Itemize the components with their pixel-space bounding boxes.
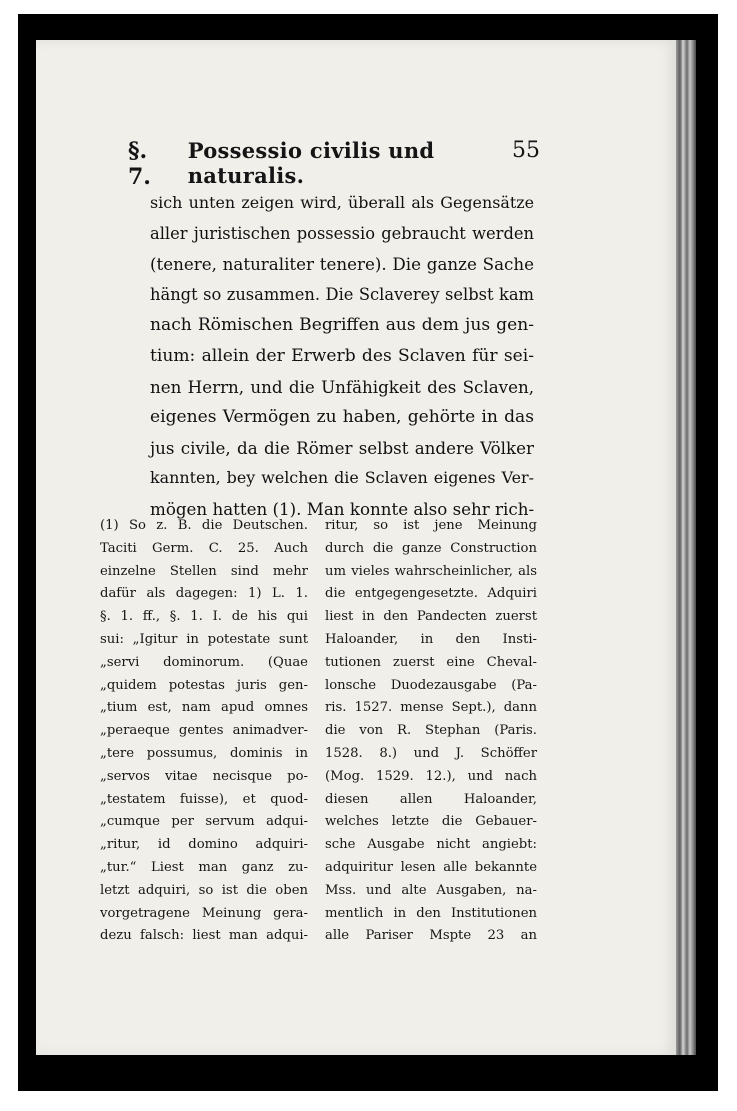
footnote-line: „testatem fuisse), et quod-: [100, 791, 308, 807]
footnote-line: sui: „Igitur in potestate sunt: [100, 631, 308, 647]
footnote-line: welches letzte die Gebauer-: [325, 814, 537, 830]
footnote-line: diesen allen Haloander,: [325, 791, 537, 807]
footnote-line: „servos vitae necisque po-: [100, 768, 308, 784]
footnote-line: um vieles wahrscheinlicher, als: [325, 563, 537, 579]
footnote-column-right: [325, 515, 537, 948]
running-title: Possessio civilis und naturalis.: [187, 138, 435, 188]
text-line: eigenes Vermögen zu haben, gehörte in das: [150, 407, 534, 428]
section-number: §. 7.: [128, 138, 151, 190]
footnote-line: letzt adquiri, so ist die oben: [100, 882, 308, 898]
footnote-line: die von R. Stephan (Paris.: [325, 723, 537, 739]
footnote-line: Mss. und alte Ausgaben, na-: [325, 882, 537, 898]
text-line: mögen hatten (1). Man konnte also sehr rich-: [150, 498, 535, 519]
footnote-line: einzelne Stellen sind mehr: [100, 563, 308, 579]
footnote-line: ritur, so ist jene Meinung: [325, 518, 537, 533]
footnote-line: „ritur, id domino adquiri-: [100, 837, 308, 853]
footnote-line: mentlich in den Institutionen: [325, 905, 537, 921]
footnote-line: dezu falsch: liest man adqui-: [100, 928, 308, 944]
footnote-line: „cumque per servum adqui-: [100, 814, 308, 830]
footnote-line: (1) So z. B. die Deutschen.: [100, 518, 308, 533]
text-line: aller juristischen possessio gebraucht werden: [150, 223, 534, 243]
footnote-line: ris. 1527. mense Sept.), dann: [325, 700, 537, 716]
footnote-line: tutionen zuerst eine Cheval-: [325, 654, 537, 670]
text-line: nen Herrn, und die Unfähigkeit des Sclaven,: [150, 376, 534, 397]
footnote-line: §. 1. ff., §. 1. I. de his qui: [100, 609, 308, 625]
text-line: nach Römischen Begriffen aus dem jus gen-: [150, 315, 534, 336]
footnote-line: „peraeque gentes animadver-: [100, 723, 308, 739]
footnote-line: Haloander, in den Insti-: [325, 631, 537, 647]
footnote-line: 1528. 8.) und J. Schöffer: [325, 745, 537, 761]
text-line: jus civile, da die Römer selbst andere Völker: [150, 437, 534, 458]
main-text: [150, 188, 534, 525]
footnote-line: dafür als dagegen: 1) L. 1.: [100, 586, 308, 602]
footnote-line: Taciti Germ. C. 25. Auch: [100, 540, 308, 556]
footnote-line: die entgegengesetzte. Adquiri: [325, 586, 537, 602]
running-header: [128, 138, 540, 190]
footnote-column-left: [100, 515, 308, 948]
footnote-line: vorgetragene Meinung gera-: [100, 905, 308, 921]
text-line: kannten, bey welchen die Sclaven eigenes Ver-: [150, 468, 534, 488]
text-line: hängt so zusammen. Die Sclaverey selbst kam: [150, 284, 534, 304]
text-line: (tenere, naturaliter tenere). Die ganze Sache: [150, 254, 534, 275]
footnote-line: durch die ganze Construction: [325, 540, 537, 556]
footnote-line: „tur.“ Liest man ganz zu-: [100, 859, 308, 875]
column-gutter: [316, 518, 317, 928]
footnote-line: „quidem potestas juris gen-: [100, 677, 308, 693]
text-line: sich unten zeigen wird, überall als Gegensätze: [150, 193, 534, 212]
footnote-line: liest in den Pandecten zuerst: [325, 609, 537, 625]
footnote-line: lonsche Duodezausgabe (Pa-: [325, 677, 537, 693]
page-edge: [676, 40, 696, 1055]
footnote-line: alle Pariser Mspte 23 an: [325, 928, 537, 944]
footnote-line: sche Ausgabe nicht angiebt:: [325, 837, 537, 853]
footnote-line: adquiritur lesen alle bekannte: [325, 859, 537, 875]
footnote-line: „servi dominorum. (Quae: [100, 654, 308, 670]
text-line: tium: allein der Erwerb des Sclaven für sei-: [150, 345, 534, 366]
footnote-line: (Mog. 1529. 12.), und nach: [325, 768, 537, 784]
page-number: 55: [512, 138, 540, 163]
footnote-line: „tium est, nam apud omnes: [100, 700, 308, 716]
footnote-line: „tere possumus, dominis in: [100, 745, 308, 761]
